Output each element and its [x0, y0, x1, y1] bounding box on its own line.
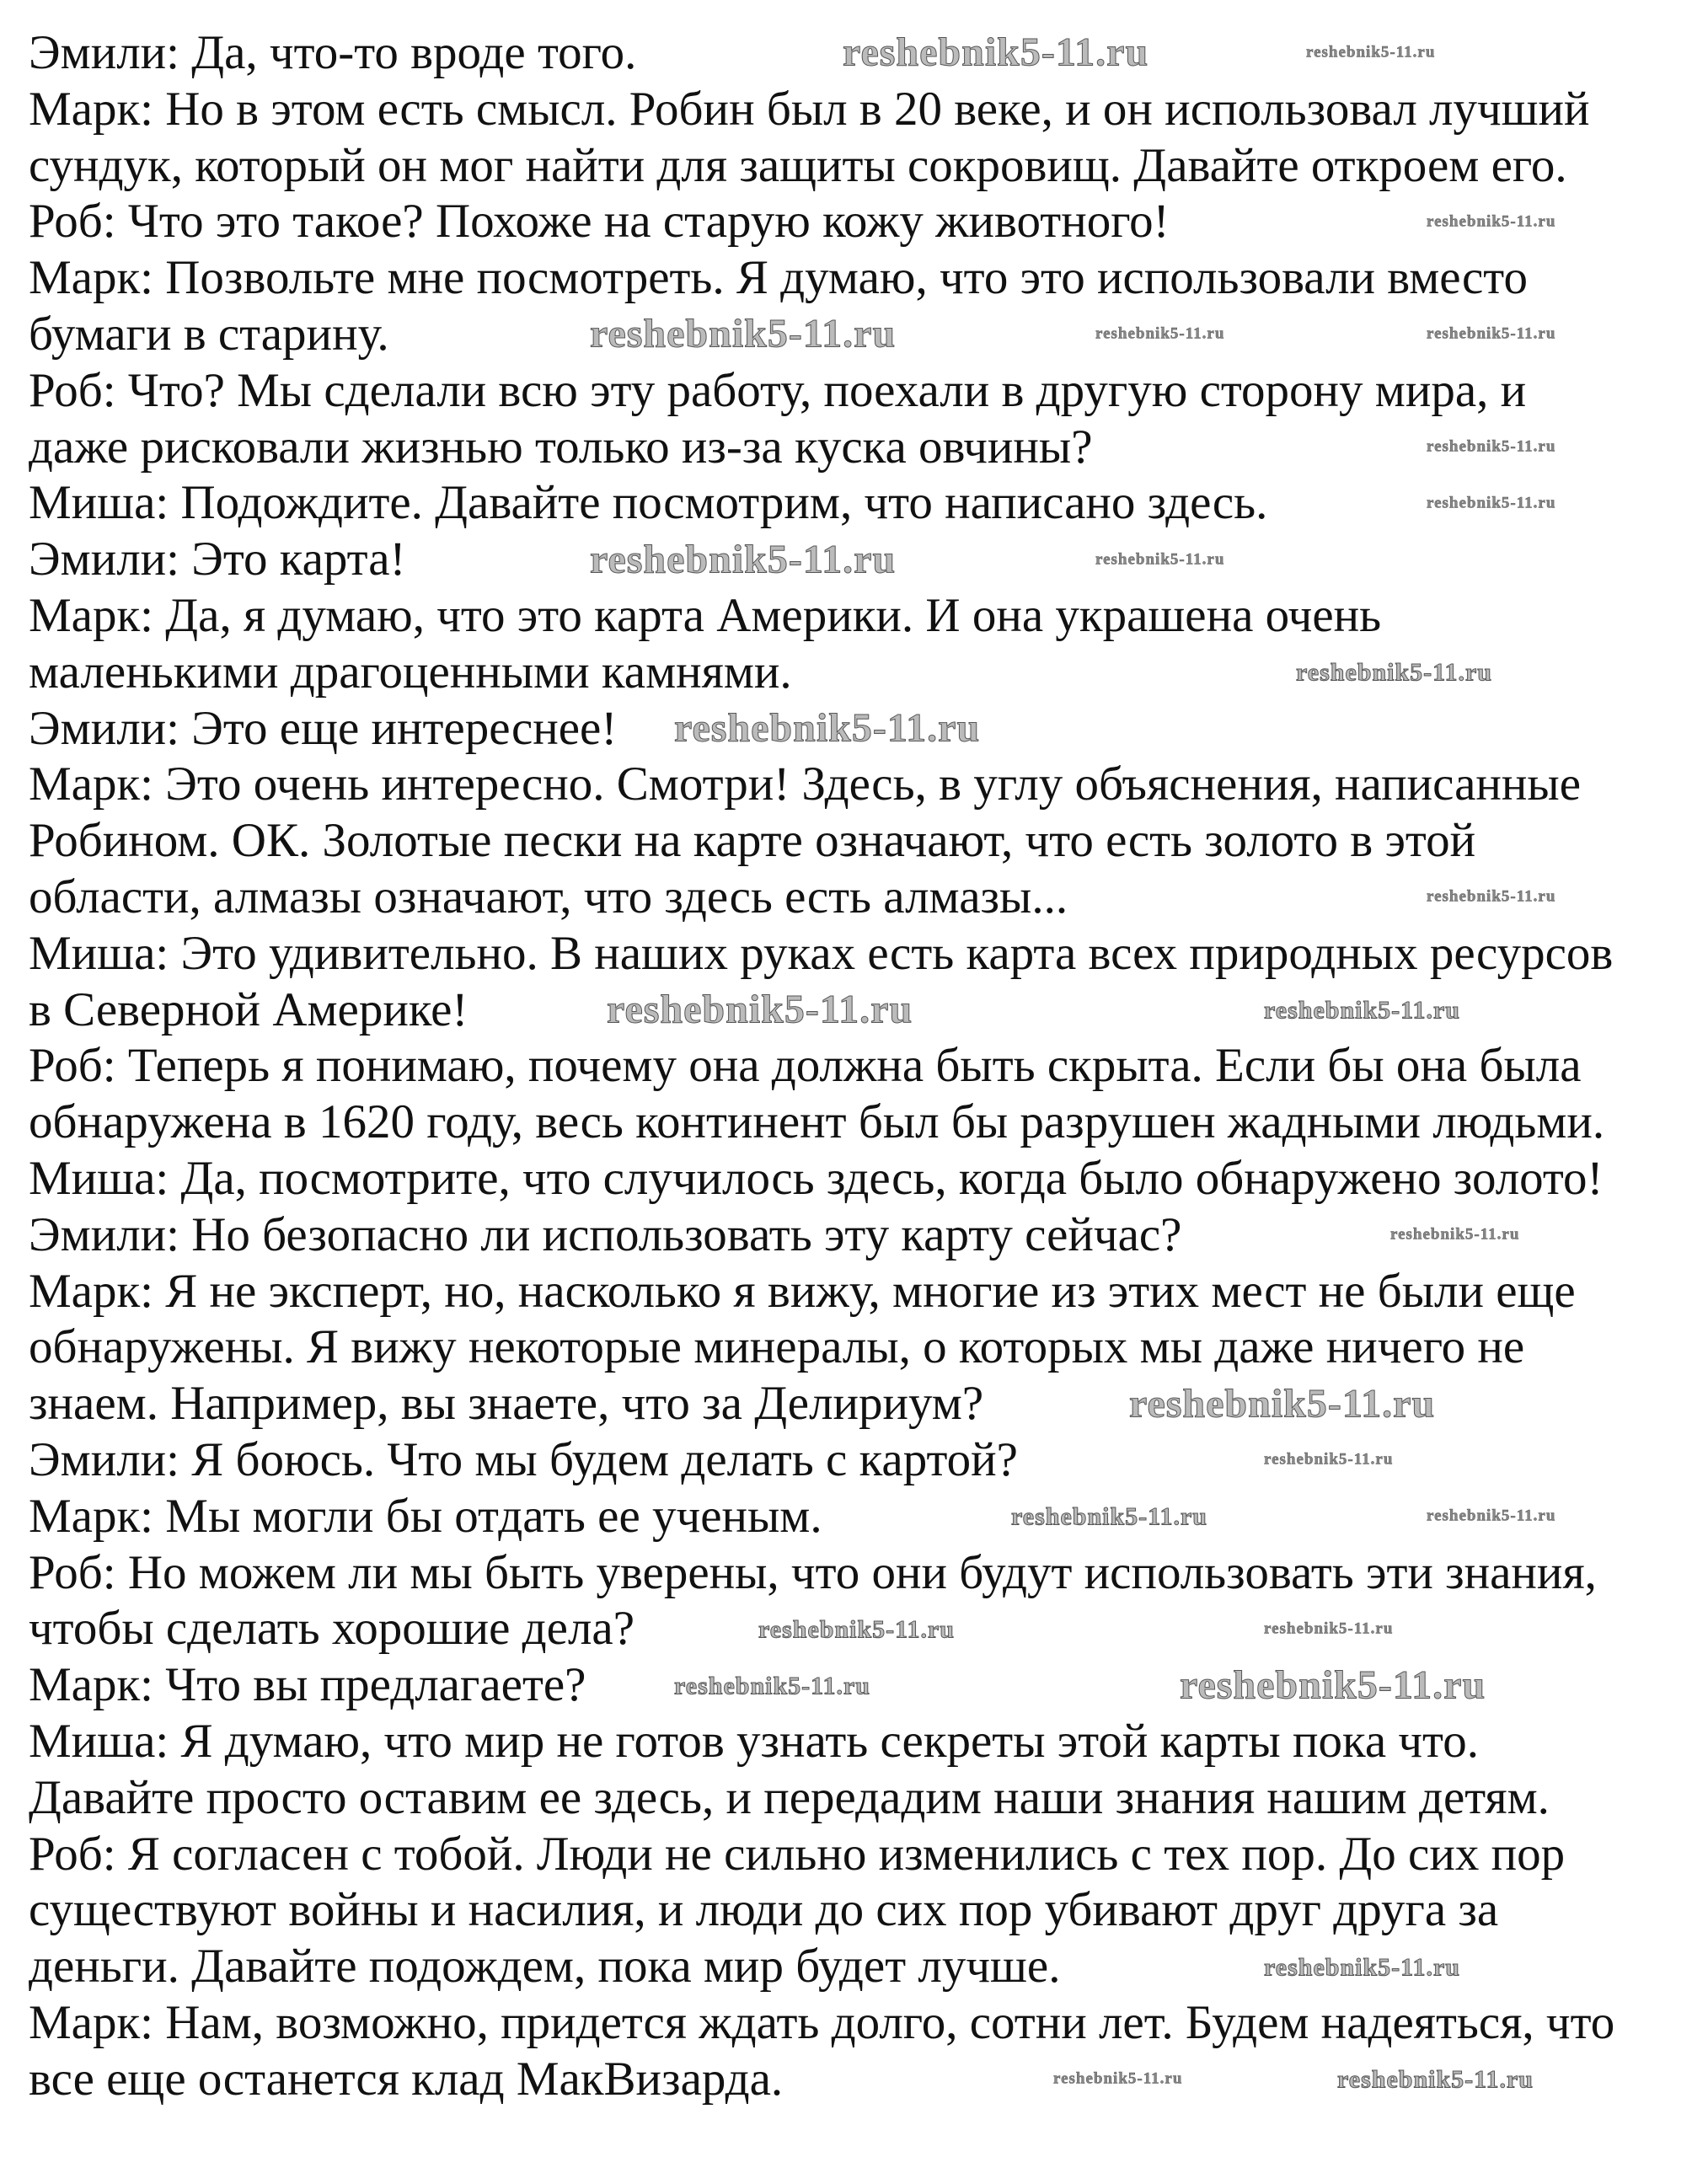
watermark: reshebnik5-11.ru [1427, 324, 1556, 343]
watermark: reshebnik5-11.ru [674, 1672, 870, 1700]
text-line: Миша: Подождите. Давайте посмотрим, что написано здесь. [29, 476, 1268, 530]
text-line: Эмили: Это еще интереснее! [29, 701, 618, 755]
text-line: Миша: Да, посмотрите, что случилось здесь, когда было обнаружено золото! [29, 1151, 1604, 1205]
watermark: reshebnik5-11.ru [1390, 1225, 1520, 1244]
text-line: Марк: Позвольте мне посмотреть. Я думаю, что это использовали вместо [29, 251, 1528, 305]
text-line: маленькими драгоценными камнями. [29, 645, 792, 698]
watermark: reshebnik5-11.ru [1264, 996, 1460, 1025]
text-line: существуют войны и насилия, и люди до сих пор убивают друг друга за [29, 1883, 1499, 1937]
text-line: области, алмазы означают, что здесь есть алмазы... [29, 870, 1068, 923]
watermark: reshebnik5-11.ru [1095, 550, 1225, 569]
watermark: reshebnik5-11.ru [1264, 1450, 1394, 1469]
text-line: Роб: Я согласен с тобой. Люди не сильно изменились с тех пор. До сих пор [29, 1827, 1566, 1881]
text-line: Марк: Я не эксперт, но, насколько я вижу, многие из этих мест не были еще [29, 1264, 1576, 1318]
text-line: Марк: Но в этом есть смысл. Робин был в 20 веке, и он использовал лучший [29, 82, 1590, 136]
text-line: обнаружены. Я вижу некоторые минералы, о которых мы даже ничего не [29, 1320, 1525, 1374]
watermark: reshebnik5-11.ru [607, 987, 913, 1032]
watermark: reshebnik5-11.ru [1337, 2065, 1534, 2094]
watermark: reshebnik5-11.ru [674, 705, 981, 751]
text-line: Марк: Да, я думаю, что это карта Америки. И она украшена очень [29, 588, 1382, 642]
watermark: reshebnik5-11.ru [758, 1615, 955, 1644]
watermark: reshebnik5-11.ru [1264, 1953, 1460, 1982]
text-line: сундук, который он мог найти для защиты сокровищ. Давайте откроем его. [29, 138, 1567, 192]
text-line: Марк: Что вы предлагаете? [29, 1658, 586, 1712]
text-line: чтобы сделать хорошие дела? [29, 1602, 635, 1656]
watermark: reshebnik5-11.ru [590, 537, 897, 582]
watermark: reshebnik5-11.ru [1180, 1662, 1486, 1708]
watermark: reshebnik5-11.ru [1427, 212, 1556, 231]
watermark: reshebnik5-11.ru [590, 311, 897, 356]
watermark: reshebnik5-11.ru [1427, 1507, 1556, 1525]
watermark: reshebnik5-11.ru [843, 29, 1149, 75]
watermark: reshebnik5-11.ru [1129, 1381, 1436, 1426]
text-line: Эмили: Это карта! [29, 533, 406, 586]
text-line: Марк: Мы могли бы отдать ее ученым. [29, 1489, 822, 1543]
text-line: Роб: Что? Мы сделали всю эту работу, поехали в другую сторону мира, и [29, 363, 1527, 417]
text-line: Эмили: Но безопасно ли использовать эту карту сейчас? [29, 1207, 1182, 1261]
text-line: Робином. ОК. Золотые пески на карте означают, что есть золото в этой [29, 814, 1476, 868]
watermark: reshebnik5-11.ru [1296, 658, 1492, 687]
text-line: Миша: Это удивительно. В наших руках есть карта всех природных ресурсов [29, 926, 1614, 980]
watermark: reshebnik5-11.ru [1095, 324, 1225, 343]
watermark: reshebnik5-11.ru [1427, 437, 1556, 456]
text-line: деньги. Давайте подождем, пока мир будет лучше. [29, 1940, 1061, 1994]
text-line: Роб: Теперь я понимаю, почему она должна быть скрыта. Если бы она была [29, 1039, 1582, 1093]
watermark: reshebnik5-11.ru [1306, 43, 1436, 62]
text-line: Марк: Это очень интересно. Смотри! Здесь, в углу объяснения, написанные [29, 757, 1582, 811]
text-line: Марк: Нам, возможно, придется ждать долго, сотни лет. Будем надеяться, что [29, 1995, 1615, 2049]
text-line: Эмили: Да, что-то вроде того. [29, 26, 637, 79]
text-line: обнаружена в 1620 году, весь континент был бы разрушен жадными людьми. [29, 1095, 1605, 1149]
watermark: reshebnik5-11.ru [1427, 494, 1556, 512]
text-line: в Северной Америке! [29, 982, 468, 1036]
text-line: Эмили: Я боюсь. Что мы будем делать с картой? [29, 1432, 1018, 1486]
text-line: знаем. Например, вы знаете, что за Делириум? [29, 1377, 984, 1431]
watermark: reshebnik5-11.ru [1264, 1619, 1394, 1638]
watermark: reshebnik5-11.ru [1427, 887, 1556, 906]
text-line: даже рисковали жизнью только из-за куска овчины? [29, 420, 1093, 474]
text-line: Роб: Что это такое? Похоже на старую кожу животного! [29, 195, 1170, 249]
text-line: Миша: Я думаю, что мир не готов узнать секреты этой карты пока что. [29, 1714, 1479, 1768]
text-line: все еще останется клад МакВизарда. [29, 2052, 784, 2106]
watermark: reshebnik5-11.ru [1011, 1502, 1207, 1531]
watermark: reshebnik5-11.ru [1053, 2069, 1183, 2088]
text-line: Роб: Но можем ли мы быть уверены, что они будут использовать эти знания, [29, 1545, 1597, 1599]
text-line: Давайте просто оставим ее здесь, и передадим наши знания нашим детям. [29, 1770, 1550, 1824]
text-line: бумаги в старину. [29, 307, 389, 361]
